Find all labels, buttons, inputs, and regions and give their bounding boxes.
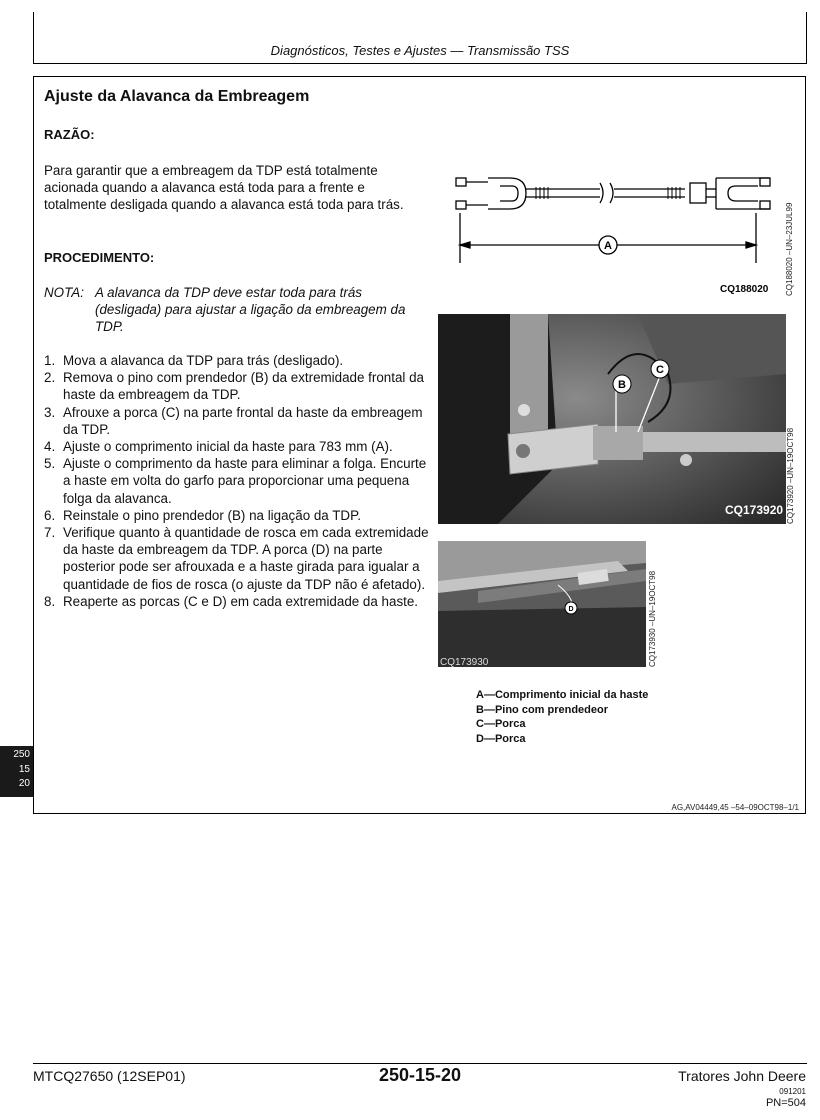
footer-page-number: 250-15-20 [378, 1065, 462, 1085]
step-text: Mova a alavanca da TDP para trás (desligado). [63, 353, 344, 368]
marker-a: A [604, 240, 612, 252]
note-label: NOTA: [44, 285, 84, 300]
section-tab-line: 250 [13, 749, 30, 760]
step-number: 7. [44, 525, 56, 541]
step-text: Afrouxe a porca (C) na parte frontal da haste da embreagem da TDP. [63, 404, 423, 437]
section-tab [0, 746, 33, 797]
reason-heading: RAZÃO: [44, 127, 95, 142]
rear-nut-photo-svg [438, 541, 646, 667]
footer-doc-code: MTCQ27650 (12SEP01) [33, 1068, 186, 1084]
step-text: Verifique quanto à quantidade de rosca em cada extremidade da haste da embreagem da TDP. A porca (D) na parte posterior pode ser afrouxada e a haste girada para igualar a quantidade de fios de rosca (o ajuste da TDP não é afetado). [63, 525, 429, 592]
footer-rule [33, 1063, 807, 1064]
legend-item: C—Porca [476, 718, 526, 730]
section-tab-line: 15 [18, 763, 30, 775]
legend-item: B—Pino com prendedeor [476, 703, 609, 716]
footer-date: 091201 [779, 1087, 806, 1096]
step-number: 1. [44, 353, 56, 368]
procedure-heading: PROCEDIMENTO: [44, 250, 155, 265]
figure-legend [476, 688, 648, 746]
step-item [44, 455, 429, 507]
marker-d: D [568, 606, 574, 613]
step-number: 2. [44, 370, 56, 386]
section-title: Ajuste da Alavanca da Embreagem [44, 88, 310, 105]
figure-clevis-photo [438, 314, 786, 524]
running-header: Diagnósticos, Testes e Ajustes — Transmissão TSS [270, 43, 570, 58]
step-item [44, 352, 429, 369]
figure-2-side-caption: CQ173920 –UN–19OCT98 [786, 427, 795, 524]
step-text: Reaperte as porcas (C e D) em cada extremidade da haste. [63, 593, 419, 609]
step-text: Reinstale o pino prendedor (B) na ligação da TDP. [63, 507, 362, 523]
note-text: A alavanca da TDP deve estar toda para trás (desligada) para ajustar a ligação da embreagem da TDP. [95, 285, 406, 335]
header-rule [33, 63, 807, 64]
footer-pn: PN=504 [765, 1097, 806, 1109]
legend-item: D—Porca [476, 732, 526, 745]
step-text: Ajuste o comprimento da haste para eliminar a folga. Encurte a haste em volta do garfo para proporcionar uma pequena folga da alavanca. [63, 456, 427, 506]
section-tab-line: 20 [18, 778, 30, 789]
step-number: 3. [44, 404, 56, 420]
figure-rear-nut-photo [438, 541, 646, 667]
step-number: 8. [44, 593, 56, 609]
step-item [44, 369, 429, 403]
reference-code: AG,AV04449,45 –54–09OCT98–1/1 [671, 803, 799, 812]
figure-3-side-caption: CQ173930 –UN–19OCT98 [648, 570, 657, 667]
step-item [44, 438, 429, 455]
step-number: 5. [44, 456, 56, 472]
step-item [44, 404, 429, 438]
figure-1-label: CQ188020 [720, 284, 769, 295]
step-number: 4. [44, 439, 56, 455]
clevis-photo-svg [438, 314, 786, 524]
legend-item: A—Comprimento inicial da haste [476, 689, 649, 701]
footer-publisher: Tratores John Deere [678, 1068, 806, 1084]
step-number: 6. [44, 507, 56, 523]
reason-text: Para garantir que a embreagem da TDP está totalmente acionada quando a alavanca está toda para a frente e totalmente desligada quando a alavanca está toda para trás. [44, 163, 404, 213]
rod-drawing-svg [440, 145, 790, 300]
step-item [44, 524, 429, 593]
step-item [44, 593, 429, 610]
figure-2-label: CQ173920 [725, 503, 784, 517]
figure-1-side-caption: CQ188020 –UN–23JUL99 [785, 202, 794, 296]
step-text: Ajuste o comprimento inicial da haste para 783 mm (A). [63, 439, 393, 455]
marker-b: B [618, 379, 626, 391]
procedure-steps [44, 352, 429, 610]
step-text: Remova o pino com prendedor (B) da extremidade frontal da haste da embreagem da TDP. [63, 370, 424, 403]
figure-rod-drawing [440, 145, 790, 300]
figure-3-label: CQ173930 [440, 657, 489, 667]
step-item [44, 507, 429, 524]
marker-c: C [656, 364, 664, 376]
